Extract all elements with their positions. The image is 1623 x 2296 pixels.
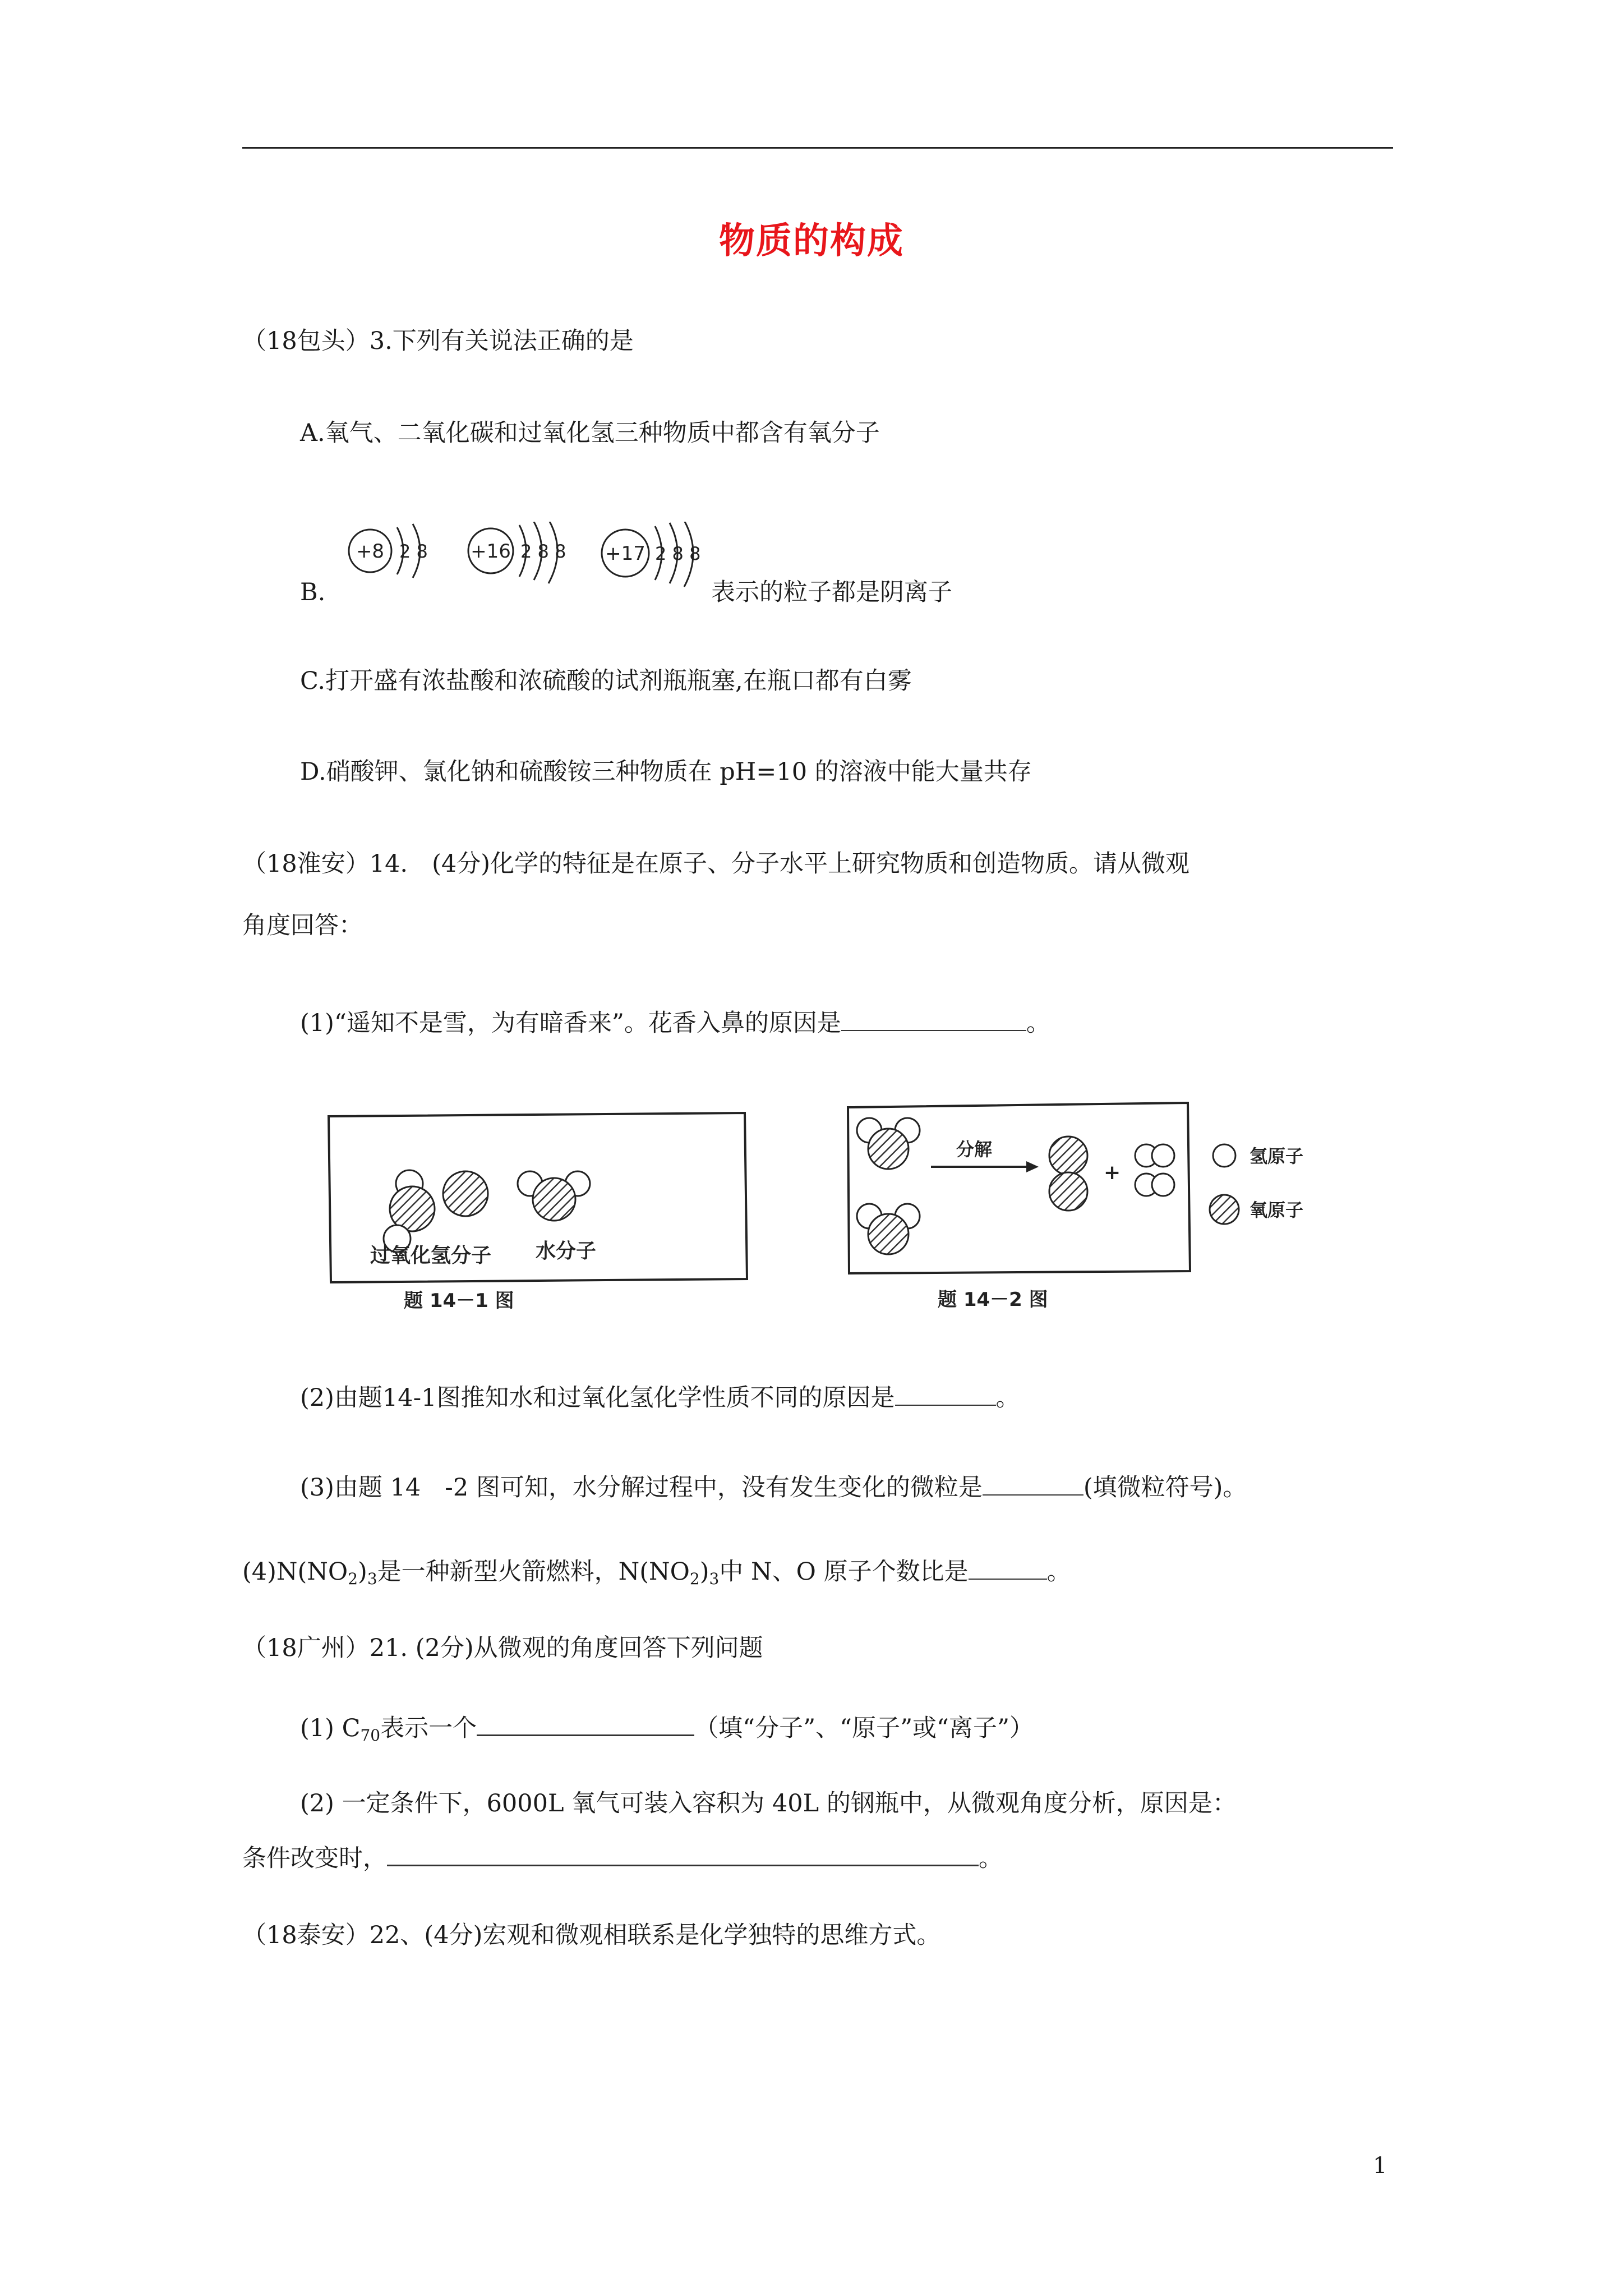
q2-part2: (2)由题14-1图推知水和过氧化氢化学性质不同的原因是 。 [300, 1380, 1020, 1415]
q1-option-d: D.硝酸钾、氯化钠和硫酸铵三种物质在 pH=10 的溶液中能大量共存 [300, 758, 1032, 786]
q1-stem: （18包头）3.下列有关说法正确的是 [242, 327, 634, 355]
answer-blank[interactable] [895, 1380, 996, 1406]
q3-part2-line2: 条件改变时， 。 [242, 1840, 1003, 1875]
page-number: 1 [1373, 2153, 1387, 2179]
atom-2-shells: 2 8 8 [520, 541, 566, 562]
figure-14-1-caption: 题 14－1 图 [404, 1290, 514, 1312]
q1-option-b-text: 表示的粒子都是阴离子 [711, 578, 952, 606]
answer-blank[interactable] [477, 1710, 694, 1736]
arrow-label-decompose: 分解 [956, 1139, 993, 1160]
q2-part1: (1)“遥知不是雪，为有暗香来”。花香入鼻的原因是 。 [300, 1005, 1050, 1040]
figure-14-2 [841, 1099, 1346, 1313]
figure-14-1 [325, 1111, 751, 1324]
q3-part2-line1: (2) 一定条件下，6000L 氧气可装入容积为 40L 的钢瓶中，从微观角度分析，原因是： [300, 1789, 1237, 1818]
plus-sign: + [1104, 1161, 1121, 1184]
legend-hydrogen-atom: 氢原子 [1249, 1145, 1304, 1167]
q2-part4: $(4)N(NO_2)_3$是一种新型火箭燃料，$N(NO_2)_3$中 N、O 原子个数比是 。 [242, 1554, 1071, 1596]
answer-blank[interactable] [983, 1470, 1083, 1496]
label-h2o2-molecule: 过氧化氢分子 [370, 1244, 492, 1267]
legend-oxygen-atom: 氧原子 [1249, 1199, 1304, 1221]
atom-1-shells: 2 8 [399, 541, 428, 562]
q1-option-c: C.打开盛有浓盐酸和浓硫酸的试剂瓶瓶塞,在瓶口都有白雾 [300, 667, 912, 695]
q3-part1: (1) $C_{70}$表示一个 （填“分子”、“原子”或“离子”） [300, 1710, 1034, 1752]
q1-option-a: A.氧气、二氧化碳和过氧化氢三种物质中都含有氧分子 [300, 419, 880, 447]
page-title: 物质的构成 [719, 220, 904, 262]
q2-stem-line1: （18淮安）14. (4分)化学的特征是在原子、分子水平上研究物质和创造物质。请从微观 [242, 850, 1190, 878]
atom-1-nucleus: +8 [356, 540, 385, 563]
atom-3-nucleus: +17 [605, 542, 645, 565]
answer-blank[interactable] [969, 1554, 1047, 1580]
answer-blank[interactable] [841, 1005, 1026, 1031]
q4-stem: （18泰安）22、(4分)宏观和微观相联系是化学独特的思维方式。 [242, 1921, 941, 1949]
q2-stem-line2: 角度回答： [242, 912, 363, 940]
label-water-molecule: 水分子 [536, 1240, 597, 1263]
atom-2-nucleus: +16 [471, 540, 511, 563]
answer-blank[interactable] [387, 1840, 979, 1866]
q2-part3: (3)由题 14 -2 图可知，水分解过程中，没有发生变化的微粒是 (填微粒符号)。 [300, 1470, 1247, 1504]
q3-stem: （18广州）21. (2分)从微观的角度回答下列问题 [242, 1634, 763, 1662]
q1-option-b-prefix: B. [300, 578, 326, 606]
q2-part1-text: (1)“遥知不是雪，为有暗香来”。花香入鼻的原因是 [300, 1009, 841, 1037]
figure-14-2-caption: 题 14－2 图 [938, 1289, 1048, 1311]
atom-3-shells: 2 8 8 [655, 543, 701, 564]
header-rule [242, 147, 1393, 149]
atom-structure-diagrams [336, 522, 718, 606]
